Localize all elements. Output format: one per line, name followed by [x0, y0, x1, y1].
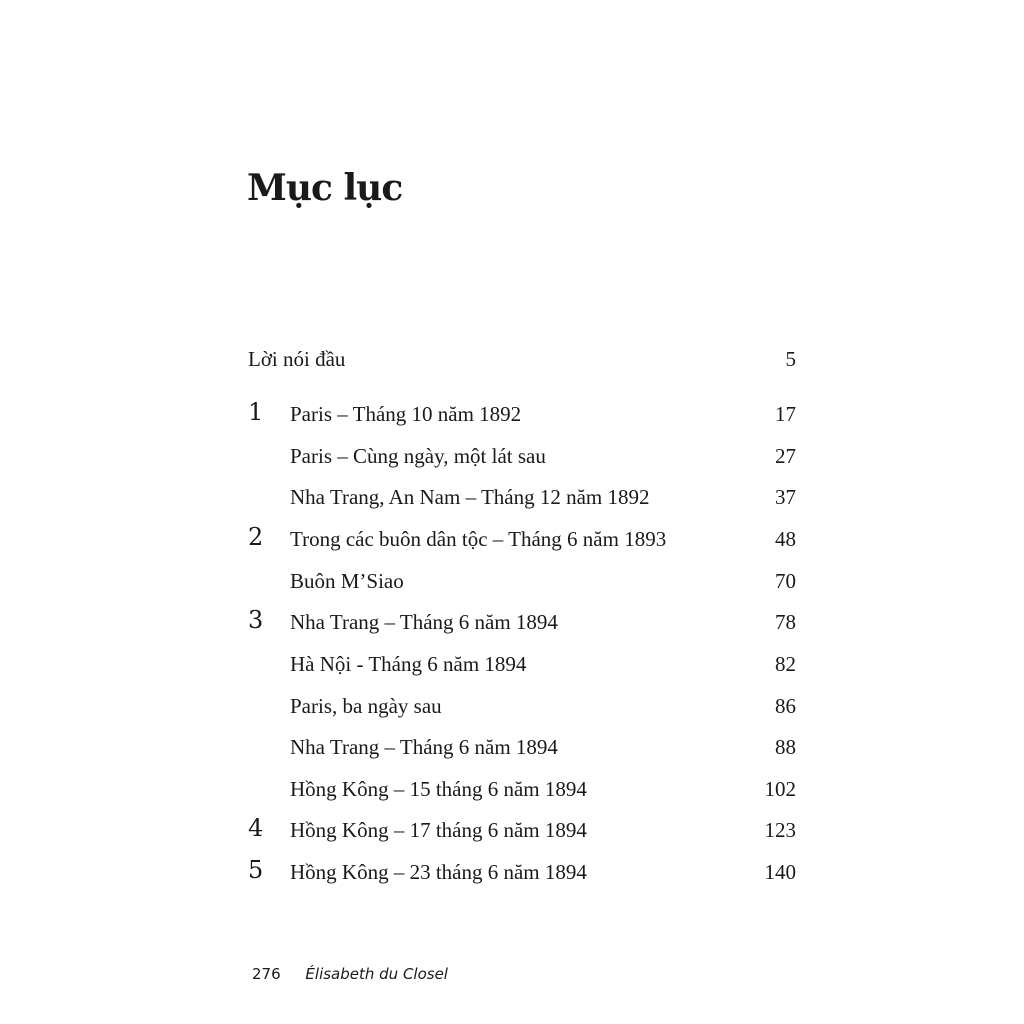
page-title: Mục lục [247, 167, 403, 209]
toc-entry-page: 82 [775, 652, 796, 676]
toc-entry-page: 70 [775, 569, 796, 593]
toc-entry [248, 566, 796, 596]
toc-chapter-number: 5 [248, 856, 264, 884]
toc-entry-page: 86 [775, 694, 796, 718]
toc-entry-page: 37 [775, 485, 796, 509]
page-footer [252, 964, 448, 984]
toc-entry-page: 102 [764, 777, 796, 801]
toc-entry-title: Hà Nội - Tháng 6 năm 1894 [290, 652, 527, 676]
toc-entry [248, 441, 796, 471]
toc-entry-page: 27 [775, 444, 796, 468]
toc-entry-title: Trong các buôn dân tộc – Tháng 6 năm 1893 [290, 527, 667, 551]
footer-author: Élisabeth du Closel [305, 965, 448, 983]
toc-entry-title: Buôn M’Siao [290, 569, 404, 593]
toc-entry-page: 88 [775, 735, 796, 759]
toc-entry-title: Hồng Kông – 15 tháng 6 năm 1894 [290, 777, 587, 801]
toc-preface [248, 344, 796, 374]
toc-chapter-number: 3 [248, 606, 264, 634]
toc-entry-title: Hồng Kông – 17 tháng 6 năm 1894 [290, 818, 587, 842]
toc-entry-page: 48 [775, 527, 796, 551]
toc-chapter-number: 2 [248, 523, 264, 551]
toc-entry [248, 607, 796, 637]
toc-entry-title: Nha Trang – Tháng 6 năm 1894 [290, 610, 558, 634]
toc-chapter-number: 4 [248, 814, 264, 842]
toc-entry [248, 524, 796, 554]
toc-entry-page: 140 [764, 860, 796, 884]
toc-entry [248, 399, 796, 429]
toc-entry-title: Hồng Kông – 23 tháng 6 năm 1894 [290, 860, 587, 884]
toc-entry [248, 649, 796, 679]
toc-chapter-number: 1 [248, 398, 264, 426]
toc-entry-title: Paris, ba ngày sau [290, 694, 442, 718]
toc-entry-page: 78 [775, 610, 796, 634]
toc-entry-title: Lời nói đầu [248, 347, 346, 371]
footer-page-number: 276 [252, 965, 281, 983]
toc-entry [248, 815, 796, 845]
toc-entry-title: Paris – Cùng ngày, một lát sau [290, 444, 546, 468]
toc-entry-page: 123 [764, 818, 796, 842]
toc-entry-page: 17 [775, 402, 796, 426]
toc-entry [248, 732, 796, 762]
toc-entry-page: 5 [785, 347, 796, 371]
toc-entry [248, 857, 796, 887]
toc-entry [248, 774, 796, 804]
toc-entry [248, 691, 796, 721]
toc-entry-title: Nha Trang – Tháng 6 năm 1894 [290, 735, 558, 759]
toc-entry-title: Paris – Tháng 10 năm 1892 [290, 402, 522, 426]
toc-entry [248, 482, 796, 512]
toc-entry-title: Nha Trang, An Nam – Tháng 12 năm 1892 [290, 485, 650, 509]
